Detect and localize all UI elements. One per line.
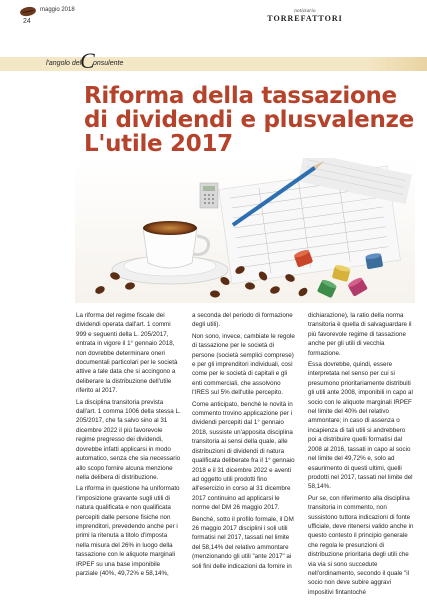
article-column-3: [308, 311, 414, 597]
coffee-cup-and-documents-image: [75, 158, 415, 303]
paragraph: a seconda del periodo di formazione degli utili).: [192, 312, 293, 329]
title-line-2: di dividendi e plusvalenze: [84, 107, 414, 133]
section-label-initial: C: [80, 48, 95, 73]
article-column-1: [76, 311, 182, 580]
paragraph: dichiarazione), la ratio della norma transitoria è quella di salvaguardare il più favorevole regime di tassazione anche per gli utili di vecchia formazione.: [308, 312, 412, 357]
paragraph: Come anticipato, benché le novità in commento trovino applicazione per i dividendi percepiti dal 1° gennaio 2018, sussiste un'apposita disciplina transitoria ai sensi della quale, alle distribuzioni di dividendi di natura qualificata deliberate fra il 1° gennaio 2018 e il 31 dicembre 2022 e aventi ad oggetto utili prodotti fino all'esercizio in corso al 31 dicembre 2017 continuino ad applicarsi le norme del DM 26 maggio 2017.: [192, 400, 295, 512]
paragraph: Benché, sotto il profilo formale, il DM 26 maggio 2017 disciplini i soli utili formatisi nel 2017, tassati nel limite del 58,14% del relativo ammontare (menzionando gli utili "ante 2017" ai soli fini delle indicazioni da fornire in: [192, 515, 294, 570]
paragraph: Pur se, con riferimento alla disciplina transitoria in commento, non sussistono tuttora indicazioni di fonte ufficiale, deve ritenersi valido anche in questo contesto il principio generale che regola le presunzioni di distribuzione prioritaria degli utili che via via si sono succedute nell'ordinamento, secondo il quale "il socio non deve subire aggravi impositivi fintantoché: [308, 494, 414, 596]
magazine-subtitle: notiziario: [294, 9, 316, 14]
article-title: [84, 84, 414, 156]
paragraph: La disciplina transitoria prevista dall'art. 1 comma 1006 della stessa L. 205/2017, che fa salvo sino al 31 dicembre 2022 il più favorevole regime pregresso dei dividendi, dovrebbe infatti applicarsi in modo automatico, senza che sia necessario allo scopo fornire alcuna menzione nella delibera di distribuzione.: [76, 398, 181, 481]
section-label-prefix: l'angolo del: [46, 60, 82, 67]
paragraph: La riforma del regime fiscale dei dividendi operata dall'art. 1 commi 999 e seguenti della L. 205/2017, entrata in vigore il 1° gennaio 2018, non dovrebbe determinare oneri documentali particolari per le società attive a tale data che si accingono a deliberare la distribuzione dell'utile riferito al 2017.: [76, 312, 178, 395]
title-line-1: Riforma della tassazione: [84, 83, 397, 109]
paragraph: La riforma in questione ha uniformato l'imposizione gravante sugli utili di natura qualificata e non qualificata percepiti dalle persone fisiche non imprenditori, prevedendo anche per i primi la ritenuta a titolo d'imposta nella misura del 26% in luogo della tassazione con le aliquote marginali IRPEF su una base imponibile parziale (40%, 49,72% e 58,14%,: [76, 485, 180, 577]
article-column-2: [192, 311, 298, 573]
section-label-suffix: onsulente: [93, 60, 124, 67]
magazine-name: TORREFATTORI: [267, 14, 343, 23]
coffee-bean-icon: [19, 6, 36, 18]
article-body: [76, 311, 414, 597]
issue-date: maggio 2018: [40, 7, 75, 13]
paragraph: Non sono, invece, cambiate le regole di tassazione per le società di persone (società semplici comprese) e per gli imprenditori individuali, così come per le società di capitali e gli enti commerciali, che assolvono l'IRES sul 5% dell'utile percepito.: [192, 332, 295, 397]
title-line-3: L'utile 2017: [84, 131, 233, 157]
section-band-accent: [367, 57, 427, 71]
paragraph: Essa dovrebbe, quindi, essere interpretata nel senso per cui si presumono prioritariamente distribuiti gli utili ante 2008, imponibili in capo al socio con le aliquote marginali IRPEF nel limite del 40% del relativo ammontare; in caso di assenza o incapienza di tali utili si andrebbero poi a distribuire quelli formatisi dal 2008 al 2016, tassati in capo al socio nel limite del 49,72% e, solo ad esaurimento di questi ultimi, quelli prodotti nel 2017, tassati nel limite del 58,14%.: [308, 361, 413, 491]
page-number: 24: [23, 18, 31, 25]
